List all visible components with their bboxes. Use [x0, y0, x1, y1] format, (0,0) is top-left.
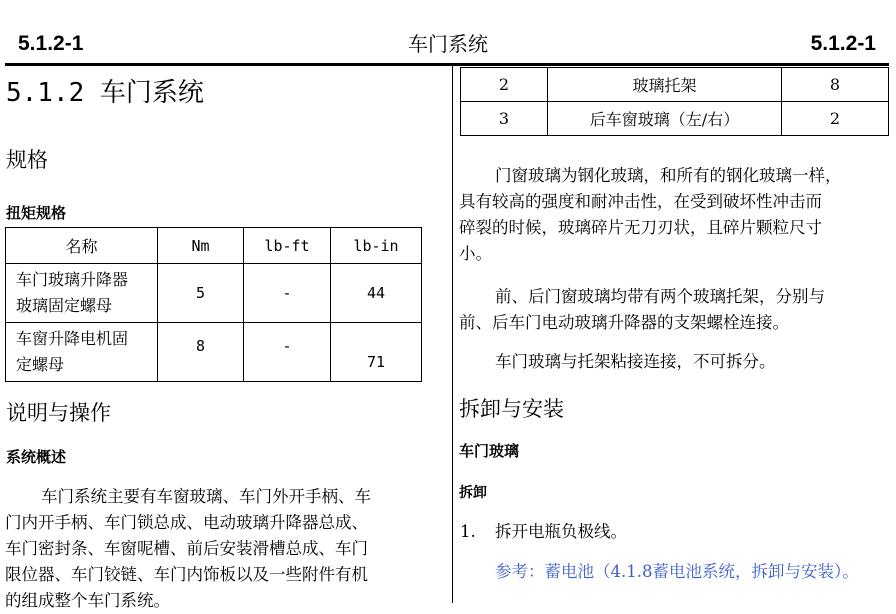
- step-number: 1.: [460, 522, 476, 541]
- table-row: [461, 102, 889, 136]
- removal-step-heading: 拆卸: [459, 485, 487, 501]
- removal-heading: 拆卸与安装: [459, 397, 564, 421]
- part-quantity: 8: [782, 68, 889, 102]
- paragraph-line: 前、后车门电动玻璃升降器的支架螺栓连接。: [459, 313, 789, 332]
- paragraph-line: 限位器、车门铰链、车门内饰板以及一些附件有机: [5, 565, 368, 584]
- paragraph-line: 车门玻璃与托架粘接连接，不可拆分。: [495, 352, 776, 371]
- parts-table: [460, 67, 889, 136]
- part-quantity: 2: [782, 102, 889, 136]
- paragraph-line: 碎裂的时候，玻璃碎片无刀刃状，且碎片颗粒尺寸: [459, 218, 822, 237]
- paragraph-line: 小。: [459, 244, 492, 263]
- glass-description-paragraph: [459, 163, 842, 267]
- part-name-line: 玻璃固定螺母: [16, 296, 113, 315]
- table-row: [6, 323, 422, 382]
- part-number: 3: [461, 102, 548, 136]
- step-text-line: 拆开电瓶负极线。: [495, 522, 627, 541]
- table-row: [461, 68, 889, 102]
- part-name: 玻璃托架: [548, 68, 782, 102]
- page-code-right: 5.1.2-1: [810, 32, 876, 55]
- column-divider: [452, 66, 453, 603]
- value-lbft: -: [244, 323, 331, 382]
- section-title: 5.1.2 车门系统: [6, 78, 204, 108]
- paragraph-line: 车门密封条、车窗呢槽、前后安装滑槽总成、车门: [5, 539, 368, 558]
- part-name: [6, 323, 158, 382]
- value-lbin: 44: [331, 264, 422, 323]
- torque-heading: 扭矩规格: [6, 204, 67, 222]
- paragraph-line: 的组成整个车门系统。: [5, 591, 170, 610]
- part-name-line: 定螺母: [16, 355, 65, 374]
- part-number: 2: [461, 68, 548, 102]
- part-name-line: 车窗升降电机固: [16, 329, 129, 348]
- value-lbft: -: [244, 264, 331, 323]
- paragraph-line: 前、后门窗玻璃均带有两个玻璃托架，分别与: [495, 287, 825, 306]
- value-lbin: 71: [331, 323, 422, 382]
- header-rule: [5, 63, 889, 66]
- page-header-title: 车门系统: [408, 32, 488, 56]
- overview-heading: 系统概述: [6, 448, 67, 466]
- spec-heading: 规格: [6, 148, 48, 172]
- col-lbin: lb-in: [331, 228, 422, 264]
- value-nm: 5: [158, 264, 244, 323]
- paragraph-line: 具有较高的强度和耐冲击性，在受到破坏性冲击而: [459, 192, 822, 211]
- part-name: 后车窗玻璃（左/右）: [548, 102, 782, 136]
- value-nm: 8: [158, 323, 244, 382]
- col-nm: Nm: [158, 228, 244, 264]
- part-name-line: 车门玻璃升降器: [16, 270, 129, 289]
- battery-reference-link[interactable]: [495, 559, 859, 585]
- paragraph-line: 门窗玻璃为钢化玻璃，和所有的钢化玻璃一样，: [495, 166, 842, 185]
- door-glass-heading: 车门玻璃: [459, 442, 520, 460]
- reference-text[interactable]: 参考：蓄电池（4.1.8蓄电池系统，拆卸与安装）。: [495, 562, 859, 581]
- step-text: [495, 519, 627, 545]
- table-row: [6, 264, 422, 323]
- torque-spec-table: [5, 227, 422, 382]
- col-name: 名称: [6, 228, 158, 264]
- paragraph-line: 车门系统主要有车窗玻璃、车门外开手柄、车: [41, 487, 371, 506]
- table-header-row: [6, 228, 422, 264]
- part-name: [6, 264, 158, 323]
- page-code-left: 5.1.2-1: [18, 32, 84, 55]
- col-lbft: lb-ft: [244, 228, 331, 264]
- bonding-paragraph: [459, 349, 776, 375]
- operation-heading: 说明与操作: [6, 401, 111, 425]
- bracket-paragraph: [459, 284, 825, 336]
- paragraph-line: 门内开手柄、车门锁总成、电动玻璃升降器总成、: [5, 513, 368, 532]
- overview-paragraph: [5, 484, 371, 614]
